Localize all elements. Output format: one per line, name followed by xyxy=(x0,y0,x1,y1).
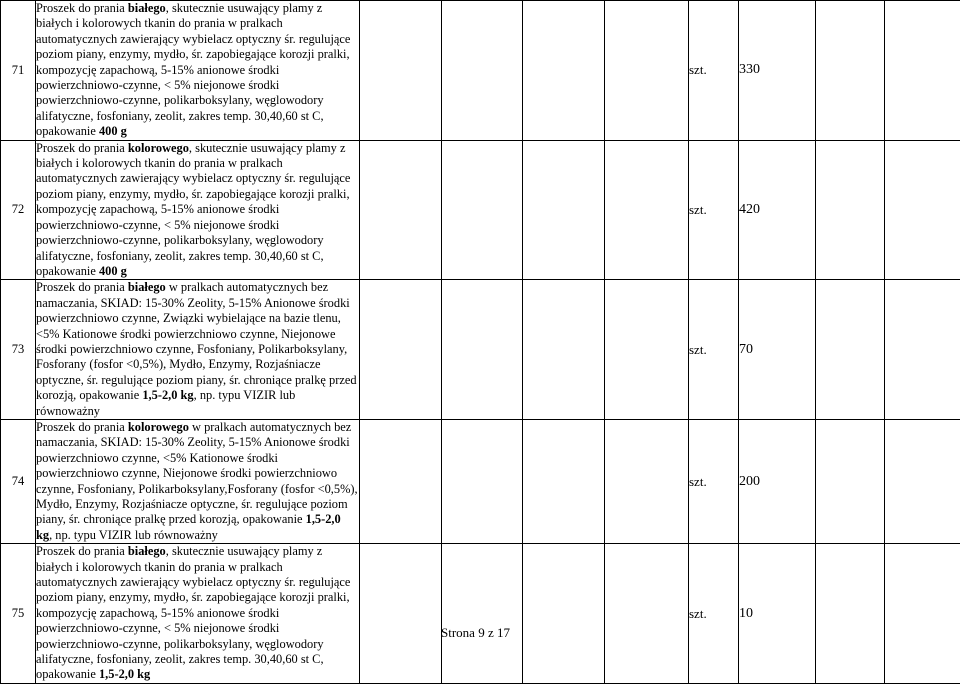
quantity-cell: 200 xyxy=(739,419,816,543)
unit-cell: szt. xyxy=(689,419,739,543)
empty-cell xyxy=(816,1,885,141)
empty-cell xyxy=(523,280,605,420)
empty-cell xyxy=(442,544,523,684)
empty-cell xyxy=(885,419,960,543)
description-bold: białego xyxy=(128,280,166,294)
quantity-cell: 420 xyxy=(739,140,816,280)
empty-cell xyxy=(885,1,960,141)
empty-cell xyxy=(523,1,605,141)
empty-cell xyxy=(360,544,442,684)
table-row xyxy=(1,1,960,141)
empty-cell xyxy=(605,140,689,280)
description-text: , skutecznie usuwający plamy z białych i kolorowych tkanin do prania w pralkach automatycznych zawierający wybielacz optyczny śr. regulujące poziom piany, enzymy, mydło, śr. zapobiegające korozji pralki, kompozycję zapachową, 5-15% anionowe środki powierzchniowo-czynne, < 5% niejonowe środki powierzchniowo-czynne, polikarboksylany, węglowodory alifatyczne, fosfoniany, zeolit, zakres temp. 30,40,60 st C, opakowanie xyxy=(36,141,350,278)
description-text: Proszek do prania xyxy=(36,141,128,155)
item-description xyxy=(36,419,360,543)
row-number: 73 xyxy=(1,280,36,420)
empty-cell xyxy=(523,544,605,684)
description-bold: kolorowego xyxy=(128,420,189,434)
unit-cell: szt. xyxy=(689,1,739,141)
empty-cell xyxy=(816,419,885,543)
empty-cell xyxy=(816,140,885,280)
empty-cell xyxy=(360,419,442,543)
table-row xyxy=(1,280,960,420)
quantity-cell: 330 xyxy=(739,1,816,141)
empty-cell xyxy=(885,544,960,684)
unit-cell: szt. xyxy=(689,280,739,420)
empty-cell xyxy=(605,544,689,684)
description-text: w pralkach automatycznych bez namaczania, SKIAD: 15-30% Zeolity, 5-15% Anionowe środki powierzchniowo czynne, <5% Kationowe środki powierzchniowo czynne, Niejonowe środki powierzchniowo czynne, Fosfoniany, Polikarboksylany,Fosforany (fosfor <0,5%), Mydło, Enzymy, Rozjaśniacze optyczne, śr. regulujące poziom piany, śr. chroniące pralkę przed korozją, opakowanie xyxy=(36,420,358,526)
description-bold: 400 g xyxy=(99,124,127,138)
empty-cell xyxy=(442,140,523,280)
row-number: 71 xyxy=(1,1,36,141)
item-description xyxy=(36,280,360,420)
empty-cell xyxy=(442,419,523,543)
item-description xyxy=(36,1,360,141)
empty-cell xyxy=(360,1,442,141)
description-text: , skutecznie usuwający plamy z białych i kolorowych tkanin do prania w pralkach automatycznych zawierający wybielacz optyczny śr. regulujące poziom piany, enzymy, mydło, śr. zapobiegające korozji pralki, kompozycję zapachową, 5-15% anionowe środki powierzchniowo-czynne, < 5% niejonowe środki powierzchniowo-czynne, polikarboksylany, węglowodory alifatyczne, fosfoniany, zeolit, zakres temp. 30,40,60 st C, opakowanie xyxy=(36,544,350,681)
empty-cell xyxy=(523,419,605,543)
empty-cell xyxy=(605,280,689,420)
description-bold: 1,5-2,0 kg xyxy=(142,388,193,402)
description-text: Proszek do prania xyxy=(36,544,128,558)
row-number: 74 xyxy=(1,419,36,543)
empty-cell xyxy=(360,140,442,280)
row-number: 72 xyxy=(1,140,36,280)
table-row xyxy=(1,419,960,543)
description-text: Proszek do prania xyxy=(36,420,128,434)
empty-cell xyxy=(885,140,960,280)
empty-cell xyxy=(885,280,960,420)
description-text: Proszek do prania xyxy=(36,1,128,15)
description-bold: 1,5-2,0 kg xyxy=(36,512,341,541)
unit-cell: szt. xyxy=(689,544,739,684)
empty-cell xyxy=(605,419,689,543)
description-bold: białego xyxy=(128,1,166,15)
empty-cell xyxy=(523,140,605,280)
unit-cell: szt. xyxy=(689,140,739,280)
table-row xyxy=(1,544,960,684)
description-text: , np. typu VIZIR lub równoważny xyxy=(49,528,218,542)
description-text: w pralkach automatycznych bez namaczania, SKIAD: 15-30% Zeolity, 5-15% Anionowe środki powierzchniowo czynne, Związki wybielające na bazie tlenu, <5% Kationowe środki powierzchniowo czynne, Niejonowe środki powierzchniowo czynne, Fosfoniany, Polikarboksylany, Fosforany (fosfor <0,5%), Mydło, Enzymy, Rozjaśniacze optyczne, śr. regulujące poziom piany, śr. chroniące pralkę przed korozją, opakowanie xyxy=(36,280,357,402)
description-text: , np. typu VIZIR lub równoważny xyxy=(36,388,295,417)
description-bold: kolorowego xyxy=(128,141,189,155)
empty-cell xyxy=(605,1,689,141)
empty-cell xyxy=(442,1,523,141)
page-number-footer: Strona 9 z 17 xyxy=(441,625,510,641)
item-description xyxy=(36,140,360,280)
quantity-cell: 70 xyxy=(739,280,816,420)
description-bold: białego xyxy=(128,544,166,558)
empty-cell xyxy=(442,280,523,420)
description-text: , skutecznie usuwający plamy z białych i kolorowych tkanin do prania w pralkach automatycznych zawierający wybielacz optyczny śr. regulujące poziom piany, enzymy, mydło, śr. zapobiegające korozji pralki, kompozycję zapachową, 5-15% anionowe środki powierzchniowo-czynne, < 5% niejonowe środki powierzchniowo-czynne, polikarboksylany, węglowodory alifatyczne, fosfoniany, zeolit, zakres temp. 30,40,60 st C, opakowanie xyxy=(36,1,350,138)
description-bold: 1,5-2,0 kg xyxy=(99,667,150,681)
description-bold: 400 g xyxy=(99,264,127,278)
item-description xyxy=(36,544,360,684)
quantity-cell: 10 xyxy=(739,544,816,684)
empty-cell xyxy=(816,544,885,684)
row-number: 75 xyxy=(1,544,36,684)
description-text: Proszek do prania xyxy=(36,280,128,294)
empty-cell xyxy=(360,280,442,420)
table-row xyxy=(1,140,960,280)
empty-cell xyxy=(816,280,885,420)
